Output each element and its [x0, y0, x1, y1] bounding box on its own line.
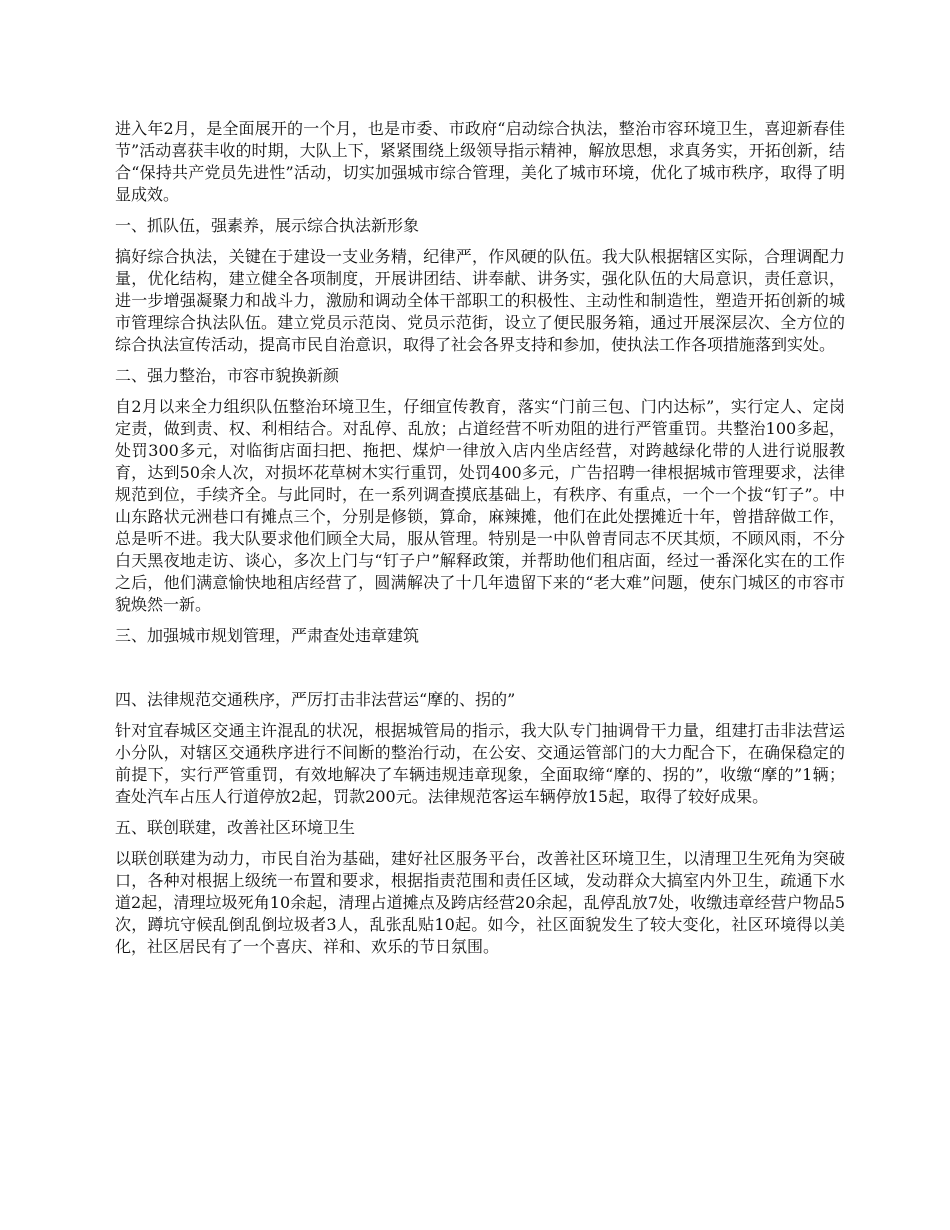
section-5-paragraph: 以联创联建为动力，市民自治为基础，建好社区服务平台，改善社区环境卫生，以清理卫生死角为突破口，各种对根据上级统一布置和要求，根据指责范围和责任区域，发动群众大搞室内外卫生，疏通下水道2起，清理垃圾死角10余起，清理占道摊点及跨店经营20余起，乱停乱放7处，收缴违章经营户物品5次，蹲坑守候乱倒乱倒垃圾者3人，乱张乱贴10起。如今，社区面貌发生了较大变化，社区环境得以美化，社区居民有了一个喜庆、祥和、欢乐的节日氛围。 [115, 849, 845, 956]
section-4-paragraph: 针对宜春城区交通主许混乱的状况，根据城管局的指示，我大队专门抽调骨干力量，组建打击非法营运小分队，对辖区交通秩序进行不间断的整治行动，在公安、交通运管部门的大力配合下，在确保稳定的前提下，实行严管重罚，有效地解决了车辆违规违章现象，全面取缔“摩的、拐的”，收缴“摩的”1辆；查处汽车占压人行道停放2起，罚款200元。法律规范客运车辆停放15起，取得了较好成果。 [115, 721, 845, 806]
section-5-heading: 五、联创联建，改善社区环境卫生 [115, 818, 356, 837]
document-body [115, 118, 845, 967]
section-4-heading: 四、法律规范交通秩序，严厉打击非法营运“摩的、拐的” [115, 690, 516, 709]
section-3-heading: 三、加强城市规划管理，严肃查处违章建筑 [115, 626, 420, 645]
section-2-paragraph: 自2月以来全力组织队伍整治环境卫生，仔细宣传教育，落实“门前三包、门内达标”，实行定人、定岗定责，做到责、权、利相结合。对乱停、乱放；占道经营不听劝阻的进行严管重罚。共整治100多起，处罚300多元，对临街店面扫把、拖把、煤炉一律放入店内坐店经营，对跨越绿化带的人进行说服教育，达到50余人次，对损坏花草树木实行重罚，处罚400多元，广告招聘一律根据城市管理要求，法律规范到位，手续齐全。与此同时，在一系列调查摸底基础上，有秩序、有重点，一个一个拔“钉子”。中山东路状元洲巷口有摊点三个，分别是修锁，算命，麻辣摊，他们在此处摆摊近十年，曾措辞做工作，总是听不进。我大队要求他们顾全大局，服从管理。特别是一中队曾青同志不厌其烦，不顾风雨，不分白天黑夜地走访、谈心，多次上门与“钉子户”解释政策，并帮助他们租店面，经过一番深化实在的工作之后，他们满意愉快地租店经营了，圆满解决了十几年遗留下来的“老大难”问题，使东门城区的市容市貌焕然一新。 [115, 397, 845, 614]
section-1-paragraph: 搞好综合执法，关键在于建设一支业务精，纪律严，作风硬的队伍。我大队根据辖区实际，合理调配力量，优化结构，建立健全各项制度，开展讲团结、讲奉献、讲务实，强化队伍的大局意识，责任意识，进一步增强凝聚力和战斗力，激励和调动全体干部职工的积极性、主动性和制造性，塑造开拓创新的城市管理综合执法队伍。建立党员示范岗、党员示范街，设立了便民服务箱，通过开展深层次、全方位的综合执法宣传活动，提高市民自治意识，取得了社会各界支持和参加，使执法工作各项措施落到实处。 [115, 247, 845, 354]
section-1-heading: 一、抓队伍，强素养，展示综合执法新形象 [115, 216, 420, 235]
intro-paragraph: 进入年2月，是全面展开的一个月，也是市委、市政府“启动综合执法，整治市容环境卫生，喜迎新春佳节”活动喜获丰收的时期，大队上下，紧紧围绕上级领导指示精神，解放思想，求真务实，开拓创新，结合“保持共产党员先进性”活动，切实加强城市综合管理，美化了城市环境，优化了城市秩序，取得了明显成效。 [115, 119, 845, 204]
empty-section-gap [115, 656, 845, 689]
section-2-heading: 二、强力整治，市容市貌换新颜 [115, 366, 340, 385]
